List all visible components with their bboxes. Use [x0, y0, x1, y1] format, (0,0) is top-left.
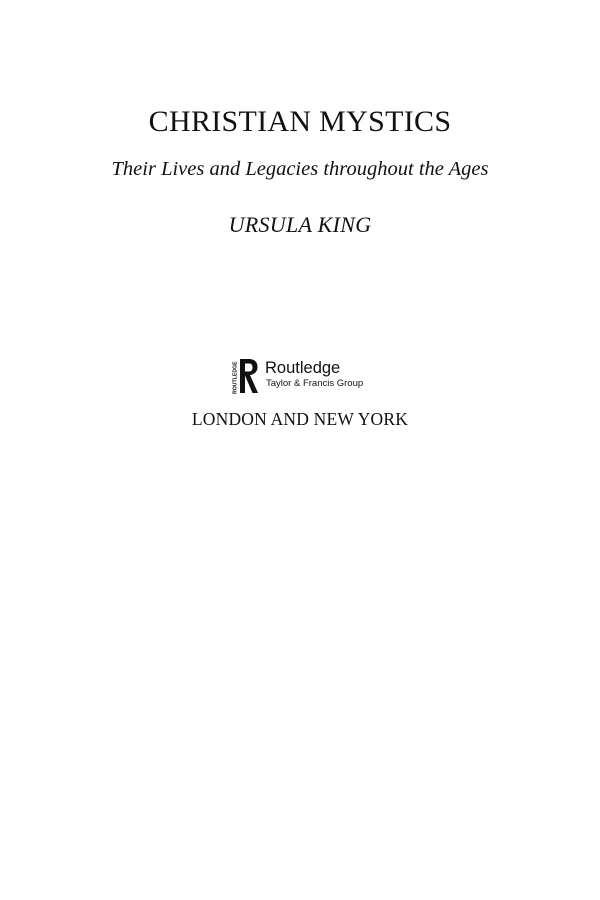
imprint-place: LONDON AND NEW YORK — [191, 409, 409, 429]
book-author: URSULA KING — [228, 212, 372, 237]
book-subtitle: Their Lives and Legacies throughout the Ages — [111, 158, 489, 180]
svg-text:ROUTLEDGE: ROUTLEDGE — [232, 361, 239, 394]
book-title: CHRISTIAN MYSTICS — [148, 105, 452, 138]
routledge-r-icon — [231, 357, 259, 395]
publisher-group: Taylor & Francis Group — [266, 378, 364, 389]
publisher-logo — [231, 357, 371, 395]
publisher-name: Routledge — [265, 359, 341, 377]
